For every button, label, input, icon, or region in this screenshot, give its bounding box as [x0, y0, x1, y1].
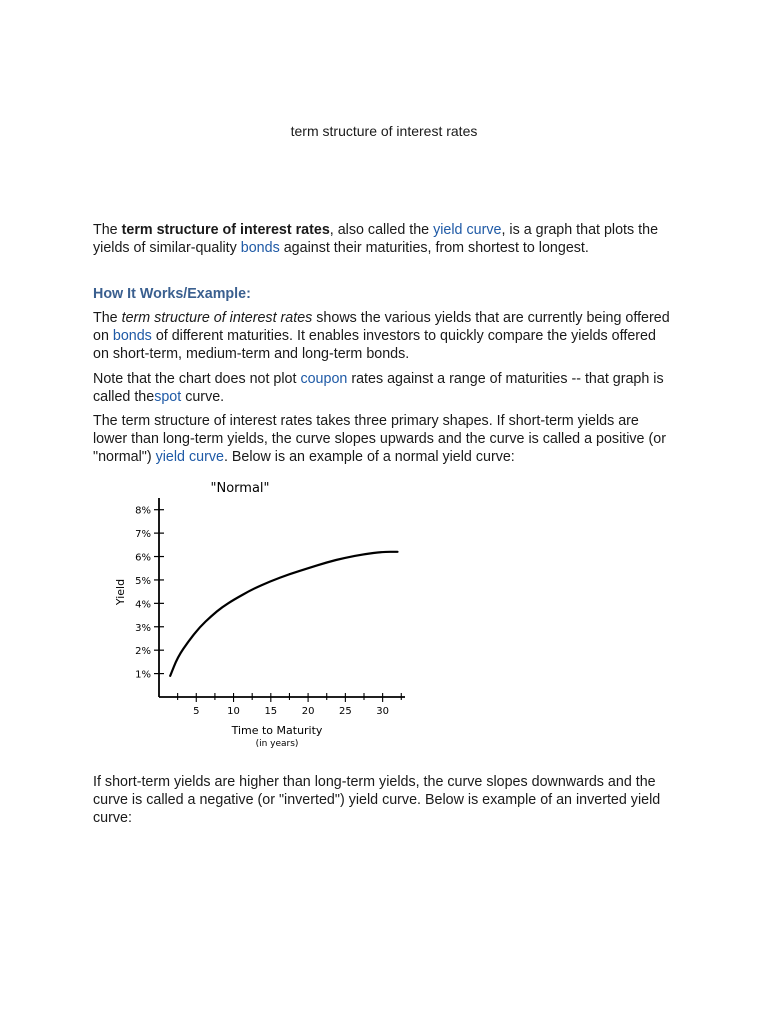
yield-curve-line	[170, 552, 397, 676]
y-tick-label: 6%	[135, 552, 151, 564]
link-bonds-2[interactable]: bonds	[112, 328, 152, 344]
y-tick-label: 5%	[135, 575, 151, 587]
x-tick-label: 25	[338, 706, 352, 717]
chart-title: "Normal"	[210, 481, 270, 496]
link-yield-curve-2[interactable]: yield curve	[155, 449, 224, 465]
y-tick-label: 4%	[135, 599, 151, 611]
y-tick-label: 3%	[135, 622, 151, 634]
link-bonds[interactable]: bonds	[240, 240, 280, 256]
shapes-paragraph: The term structure of interest rates takes three primary shapes. If short-term yields are lower than long-term yields, the curve slopes upwards and the curve is called a positive (or "normal") yield curve. Below is an example of a normal yield curve:	[93, 413, 666, 465]
term-italic: term structure of interest rates	[121, 310, 313, 326]
x-tick-label: 15	[264, 706, 278, 717]
link-coupon[interactable]: coupon	[300, 371, 348, 387]
page-title: term structure of interest rates	[290, 123, 478, 139]
inverted-paragraph: If short-term yields are higher than long-term yields, the curve slopes downwards and the curve is called a negative (or "inverted") yield curve. Below is example of an inverted yield curve:	[93, 774, 661, 826]
link-yield-curve[interactable]: yield curve	[433, 222, 502, 238]
x-tick-label: 5	[193, 706, 200, 717]
y-tick-label: 8%	[135, 505, 151, 517]
x-axis-label: Time to Maturity	[231, 724, 323, 737]
y-tick-label: 2%	[135, 646, 151, 658]
section-heading: How It Works/Example:	[93, 286, 251, 302]
intro-paragraph: The term structure of interest rates, also called the yield curve, is a graph that plots the yields of similar-quality bonds against their maturities, from shortest to longest.	[93, 222, 659, 256]
y-tick-label: 1%	[135, 669, 151, 681]
normal-yield-curve-chart	[100, 472, 420, 752]
link-spot[interactable]: spot	[154, 389, 182, 405]
x-axis-sublabel: (in years)	[255, 739, 299, 749]
y-tick-label: 7%	[135, 529, 151, 541]
y-axis-label: Yield	[114, 578, 127, 606]
term-bold: term structure of interest rates	[121, 222, 330, 238]
x-tick-label: 30	[376, 706, 390, 717]
x-tick-label: 10	[227, 706, 240, 717]
note-paragraph: Note that the chart does not plot coupon rates against a range of maturities -- that graph is called thespot curve.	[93, 371, 664, 405]
how-it-works-paragraph: The term structure of interest rates shows the various yields that are currently being offered on bonds of different maturities. It enables investors to quickly compare the yields offered on short-term, medium-term and long-term bonds.	[93, 310, 670, 362]
x-tick-label: 20	[301, 706, 315, 717]
